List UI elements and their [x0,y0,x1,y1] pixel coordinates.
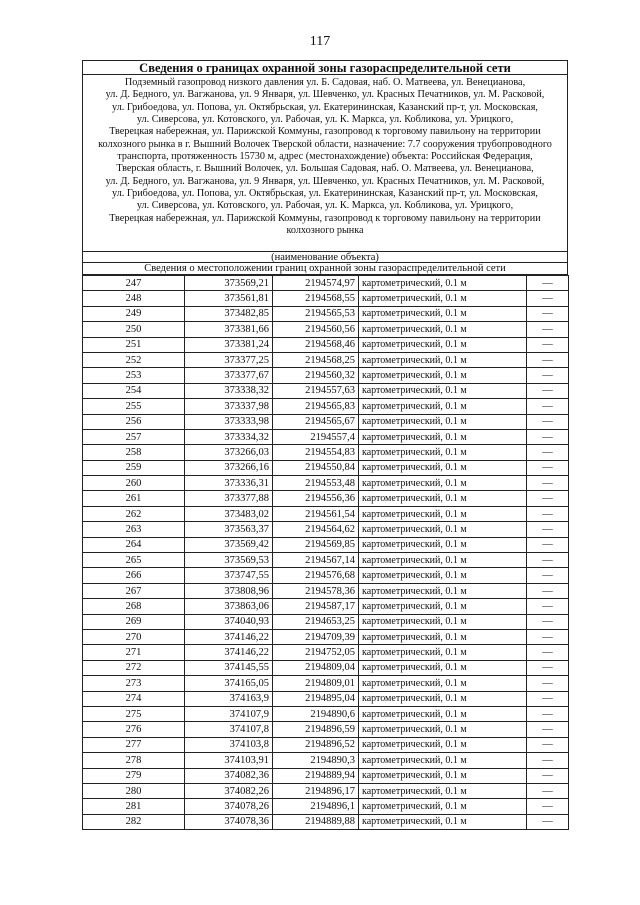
table-row [83,476,569,491]
y-coordinate-cell: 2194550,84 [273,460,359,475]
error-cell: — [527,676,569,691]
table-row [83,399,569,414]
point-number-cell: 248 [83,291,185,306]
error-cell: — [527,445,569,460]
method-cell: картометрический, 0.1 м [359,537,527,552]
method-cell: картометрический, 0.1 м [359,706,527,721]
method-cell: картометрический, 0.1 м [359,583,527,598]
method-cell: картометрический, 0.1 м [359,476,527,491]
point-number-cell: 256 [83,414,185,429]
table-row [83,676,569,691]
y-coordinate-cell: 2194709,39 [273,629,359,644]
point-number-cell: 271 [83,645,185,660]
point-number-cell: 275 [83,706,185,721]
page-number: 117 [309,34,331,49]
description-line: ул. Д. Бедного, ул. Вагжанова, ул. 9 Января, ул. Шевченко, ул. Красных Печатников, ул. М. Расковой, [105,175,545,187]
table-row [83,568,569,583]
object-name-caption: (наименование объекта) [82,252,568,263]
y-coordinate-cell: 2194752,05 [273,645,359,660]
table-row [83,583,569,598]
table-row [83,599,569,614]
method-cell: картометрический, 0.1 м [359,553,527,568]
x-coordinate-cell: 373334,32 [185,429,273,444]
x-coordinate-cell: 373266,16 [185,460,273,475]
x-coordinate-cell: 374078,26 [185,799,273,814]
table-row [83,291,569,306]
method-cell: картометрический, 0.1 м [359,660,527,675]
x-coordinate-cell: 373333,98 [185,414,273,429]
method-cell: картометрический, 0.1 м [359,768,527,783]
table-row [83,306,569,321]
coordinates-table [82,275,569,830]
y-coordinate-cell: 2194557,4 [273,429,359,444]
x-coordinate-cell: 373563,37 [185,522,273,537]
y-coordinate-cell: 2194567,14 [273,553,359,568]
y-coordinate-cell: 2194578,36 [273,583,359,598]
location-caption: Сведения о местоположении границ охранной зоны газораспределительной сети [82,263,568,275]
y-coordinate-cell: 2194561,54 [273,506,359,521]
x-coordinate-cell: 373336,31 [185,476,273,491]
y-coordinate-cell: 2194896,17 [273,783,359,798]
method-cell: картометрический, 0.1 м [359,629,527,644]
table-row [83,522,569,537]
y-coordinate-cell: 2194569,85 [273,537,359,552]
y-coordinate-cell: 2194560,56 [273,322,359,337]
error-cell: — [527,322,569,337]
x-coordinate-cell: 374146,22 [185,645,273,660]
table-row [83,814,569,829]
y-coordinate-cell: 2194653,25 [273,614,359,629]
point-number-cell: 276 [83,722,185,737]
error-cell: — [527,768,569,783]
method-cell: картометрический, 0.1 м [359,691,527,706]
x-coordinate-cell: 373377,88 [185,491,273,506]
x-coordinate-cell: 374078,36 [185,814,273,829]
y-coordinate-cell: 2194896,52 [273,737,359,752]
y-coordinate-cell: 2194560,32 [273,368,359,383]
method-cell: картометрический, 0.1 м [359,337,527,352]
error-cell: — [527,506,569,521]
error-cell: — [527,691,569,706]
x-coordinate-cell: 374165,05 [185,676,273,691]
x-coordinate-cell: 373482,85 [185,306,273,321]
method-cell: картометрический, 0.1 м [359,429,527,444]
error-cell: — [527,429,569,444]
table-row [83,352,569,367]
method-cell: картометрический, 0.1 м [359,676,527,691]
x-coordinate-cell: 373377,25 [185,352,273,367]
y-coordinate-cell: 2194565,83 [273,399,359,414]
table-row [83,537,569,552]
table-row [83,660,569,675]
point-number-cell: 249 [83,306,185,321]
description-line: Подземный газопровод низкого давления ул. Б. Садовая, наб. О. Матвеева, ул. Венецианова, [124,77,526,88]
point-number-cell: 268 [83,599,185,614]
point-number-cell: 251 [83,337,185,352]
point-number-cell: 258 [83,445,185,460]
table-row [83,629,569,644]
method-cell: картометрический, 0.1 м [359,783,527,798]
method-cell: картометрический, 0.1 м [359,568,527,583]
table-row [83,276,569,291]
method-cell: картометрический, 0.1 м [359,506,527,521]
x-coordinate-cell: 373338,32 [185,383,273,398]
error-cell: — [527,276,569,291]
point-number-cell: 274 [83,691,185,706]
table-row [83,414,569,429]
error-cell: — [527,522,569,537]
x-coordinate-cell: 374163,9 [185,691,273,706]
method-cell: картометрический, 0.1 м [359,352,527,367]
x-coordinate-cell: 373569,21 [185,276,273,291]
point-number-cell: 282 [83,814,185,829]
description-line: колхозного рынка в г. Вышний Волочек Тверской области, назначение: 7.7 сооружения трубопроводного [98,138,552,150]
y-coordinate-cell: 2194565,53 [273,306,359,321]
table-row [83,368,569,383]
table-row [83,337,569,352]
x-coordinate-cell: 373483,02 [185,506,273,521]
table-row [83,645,569,660]
error-cell: — [527,460,569,475]
x-coordinate-cell: 373561,81 [185,291,273,306]
description-line: Тверская область, г. Вышний Волочек, ул. Большая Садовая, наб. О. Матвеева, ул. Венецианова, [116,163,534,175]
x-coordinate-cell: 373569,53 [185,553,273,568]
y-coordinate-cell: 2194553,48 [273,476,359,491]
point-number-cell: 278 [83,753,185,768]
point-number-cell: 273 [83,676,185,691]
error-cell: — [527,583,569,598]
point-number-cell: 279 [83,768,185,783]
table-row [83,737,569,752]
method-cell: картометрический, 0.1 м [359,460,527,475]
table-row [83,799,569,814]
x-coordinate-cell: 373381,24 [185,337,273,352]
table-row [83,460,569,475]
x-coordinate-cell: 373863,06 [185,599,273,614]
error-cell: — [527,399,569,414]
x-coordinate-cell: 374107,8 [185,722,273,737]
point-number-cell: 253 [83,368,185,383]
error-cell: — [527,568,569,583]
error-cell: — [527,783,569,798]
x-coordinate-cell: 374107,9 [185,706,273,721]
method-cell: картометрический, 0.1 м [359,291,527,306]
description-line: колхозного рынка [286,225,364,237]
table-row [83,445,569,460]
error-cell: — [527,337,569,352]
point-number-cell: 266 [83,568,185,583]
error-cell: — [527,722,569,737]
table-row [83,491,569,506]
y-coordinate-cell: 2194889,94 [273,768,359,783]
x-coordinate-cell: 373377,67 [185,368,273,383]
point-number-cell: 250 [83,322,185,337]
x-coordinate-cell: 373337,98 [185,399,273,414]
error-cell: — [527,660,569,675]
point-number-cell: 281 [83,799,185,814]
point-number-cell: 260 [83,476,185,491]
method-cell: картометрический, 0.1 м [359,614,527,629]
y-coordinate-cell: 2194587,17 [273,599,359,614]
object-description [82,75,568,252]
y-coordinate-cell: 2194809,04 [273,660,359,675]
method-cell: картометрический, 0.1 м [359,276,527,291]
y-coordinate-cell: 2194809,01 [273,676,359,691]
method-cell: картометрический, 0.1 м [359,737,527,752]
table-row [83,768,569,783]
error-cell: — [527,414,569,429]
error-cell: — [527,553,569,568]
point-number-cell: 272 [83,660,185,675]
y-coordinate-cell: 2194895,04 [273,691,359,706]
point-number-cell: 255 [83,399,185,414]
point-number-cell: 247 [83,276,185,291]
y-coordinate-cell: 2194557,63 [273,383,359,398]
x-coordinate-cell: 374103,91 [185,753,273,768]
error-cell: — [527,814,569,829]
table-row [83,753,569,768]
y-coordinate-cell: 2194896,59 [273,722,359,737]
y-coordinate-cell: 2194890,3 [273,753,359,768]
point-number-cell: 263 [83,522,185,537]
point-number-cell: 280 [83,783,185,798]
table-row [83,783,569,798]
y-coordinate-cell: 2194896,1 [273,799,359,814]
description-line: ул. Сиверсова, ул. Котовского, ул. Рабочая, ул. К. Маркса, ул. Кобликова, ул. Урицкого, [136,200,514,212]
point-number-cell: 264 [83,537,185,552]
point-number-cell: 259 [83,460,185,475]
x-coordinate-cell: 374103,8 [185,737,273,752]
error-cell: — [527,737,569,752]
error-cell: — [527,753,569,768]
y-coordinate-cell: 2194574,97 [273,276,359,291]
method-cell: картометрический, 0.1 м [359,522,527,537]
error-cell: — [527,799,569,814]
x-coordinate-cell: 374082,26 [185,783,273,798]
method-cell: картометрический, 0.1 м [359,599,527,614]
error-cell: — [527,352,569,367]
method-cell: картометрический, 0.1 м [359,799,527,814]
x-coordinate-cell: 374082,36 [185,768,273,783]
error-cell: — [527,599,569,614]
description-line: ул. Сиверсова, ул. Котовского, ул. Рабочая, ул. К. Маркса, ул. Кобликова, ул. Урицкого, [136,114,514,126]
description-line: ул. Грибоедова, ул. Попова, ул. Октябрьская, ул. Екатерининская, Казанский пр-т, ул. Московская, [112,101,538,113]
point-number-cell: 262 [83,506,185,521]
table-row [83,429,569,444]
description-line: транспорта, протяженность 15730 м, адрес (местонахождение) объекта: Российская Федерация, [117,151,533,163]
method-cell: картометрический, 0.1 м [359,814,527,829]
y-coordinate-cell: 2194890,6 [273,706,359,721]
method-cell: картометрический, 0.1 м [359,383,527,398]
y-coordinate-cell: 2194889,88 [273,814,359,829]
table-row [83,553,569,568]
method-cell: картометрический, 0.1 м [359,753,527,768]
method-cell: картометрический, 0.1 м [359,399,527,414]
point-number-cell: 252 [83,352,185,367]
method-cell: картометрический, 0.1 м [359,306,527,321]
error-cell: — [527,476,569,491]
y-coordinate-cell: 2194564,62 [273,522,359,537]
point-number-cell: 277 [83,737,185,752]
table-row [83,383,569,398]
y-coordinate-cell: 2194568,25 [273,352,359,367]
x-coordinate-cell: 374040,93 [185,614,273,629]
point-number-cell: 270 [83,629,185,644]
error-cell: — [527,614,569,629]
x-coordinate-cell: 374146,22 [185,629,273,644]
method-cell: картометрический, 0.1 м [359,368,527,383]
y-coordinate-cell: 2194556,36 [273,491,359,506]
error-cell: — [527,368,569,383]
point-number-cell: 267 [83,583,185,598]
method-cell: картометрический, 0.1 м [359,445,527,460]
error-cell: — [527,645,569,660]
document-title: Сведения о границах охранной зоны газораспределительной сети [82,60,568,75]
table-row [83,506,569,521]
method-cell: картометрический, 0.1 м [359,414,527,429]
table-row [83,722,569,737]
table-row [83,614,569,629]
method-cell: картометрический, 0.1 м [359,645,527,660]
description-line: Тверецкая набережная, ул. Парижской Коммуны, газопровод к торговому павильону на территории [109,212,541,224]
description-line: ул. Грибоедова, ул. Попова, ул. Октябрьская, ул. Екатерининская, Казанский пр-т, ул. Московская, [112,188,538,200]
point-number-cell: 265 [83,553,185,568]
error-cell: — [527,537,569,552]
x-coordinate-cell: 373808,96 [185,583,273,598]
y-coordinate-cell: 2194568,55 [273,291,359,306]
method-cell: картометрический, 0.1 м [359,491,527,506]
error-cell: — [527,629,569,644]
table-row [83,322,569,337]
document-body [82,60,568,830]
error-cell: — [527,706,569,721]
point-number-cell: 257 [83,429,185,444]
error-cell: — [527,383,569,398]
error-cell: — [527,491,569,506]
method-cell: картометрический, 0.1 м [359,722,527,737]
point-number-cell: 261 [83,491,185,506]
x-coordinate-cell: 373569,42 [185,537,273,552]
y-coordinate-cell: 2194576,68 [273,568,359,583]
error-cell: — [527,306,569,321]
table-row [83,706,569,721]
description-line: ул. Д. Бедного, ул. Вагжанова, ул. 9 Января, ул. Шевченко, ул. Красных Печатников, ул. М. Расковой, [105,89,545,101]
point-number-cell: 254 [83,383,185,398]
error-cell: — [527,291,569,306]
x-coordinate-cell: 374145,55 [185,660,273,675]
x-coordinate-cell: 373747,55 [185,568,273,583]
description-line: Тверецкая набережная, ул. Парижской Коммуны, газопровод к торговому павильону на территории [109,126,541,138]
y-coordinate-cell: 2194554,83 [273,445,359,460]
y-coordinate-cell: 2194565,67 [273,414,359,429]
point-number-cell: 269 [83,614,185,629]
x-coordinate-cell: 373381,66 [185,322,273,337]
method-cell: картометрический, 0.1 м [359,322,527,337]
x-coordinate-cell: 373266,03 [185,445,273,460]
table-row [83,691,569,706]
y-coordinate-cell: 2194568,46 [273,337,359,352]
